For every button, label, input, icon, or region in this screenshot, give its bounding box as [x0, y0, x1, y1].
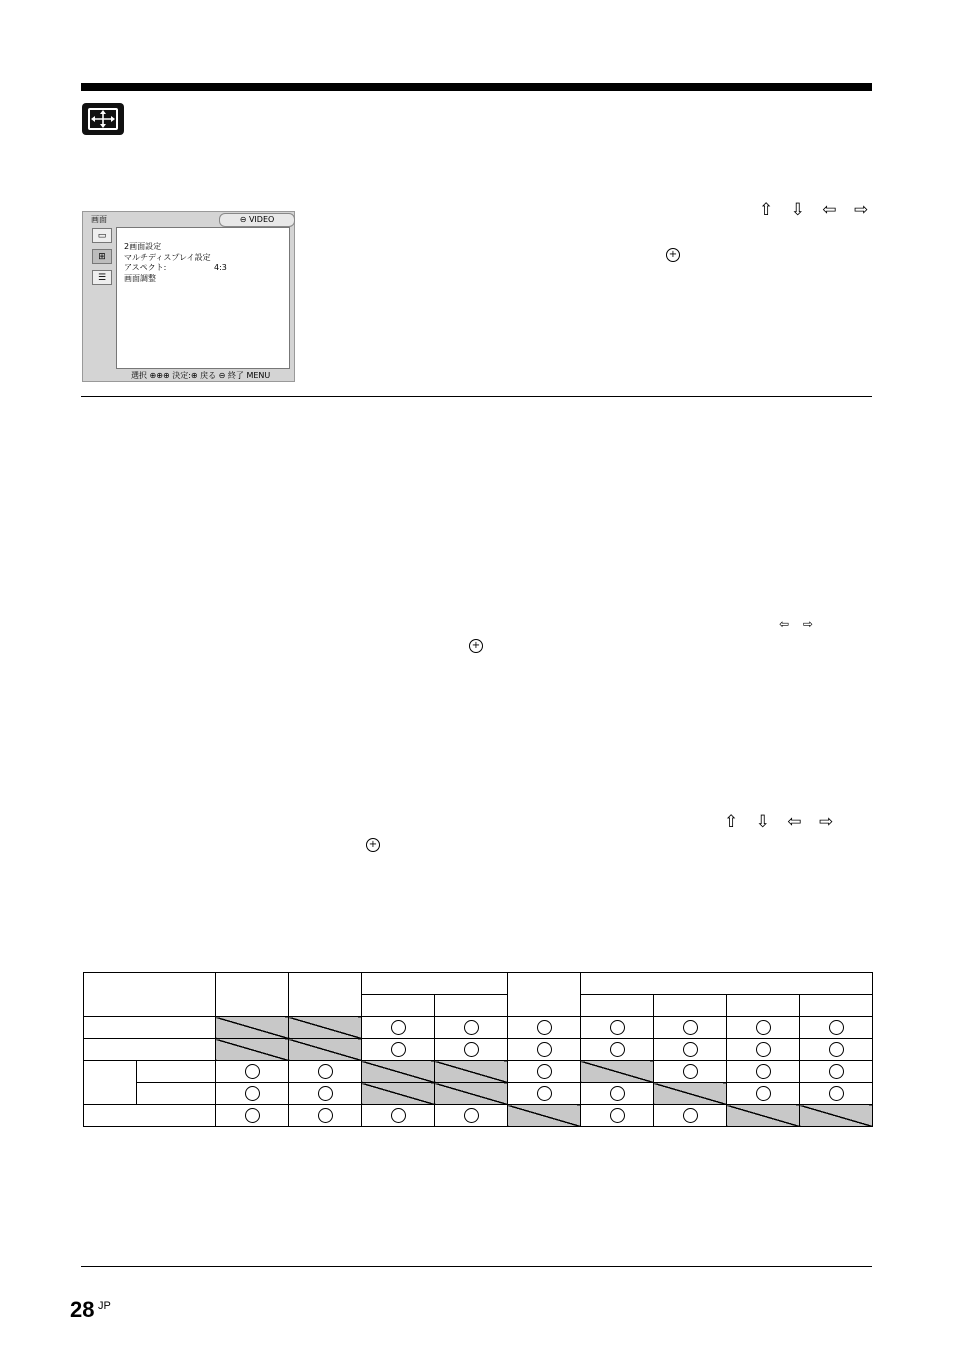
- not-applicable-cell: [581, 1061, 654, 1083]
- supported-cell: [654, 1105, 727, 1127]
- screen-menu-icon: ⊞: [92, 249, 112, 264]
- supported-cell: [727, 1017, 800, 1039]
- circle-mark-icon: [245, 1086, 260, 1101]
- supported-cell: [581, 1017, 654, 1039]
- row-label-cell: [84, 1105, 216, 1127]
- circle-mark-icon: [756, 1086, 771, 1101]
- circle-mark-icon: [537, 1086, 552, 1101]
- supported-cell: [727, 1039, 800, 1061]
- table-row: [84, 1083, 873, 1105]
- left-right-arrow-icon: ⇦ ⇨: [779, 617, 818, 631]
- not-applicable-cell: [216, 1039, 289, 1061]
- osd-sidebar: [89, 228, 115, 291]
- supported-cell: [800, 1061, 873, 1083]
- table-header-cell: [435, 995, 508, 1017]
- supported-cell: [508, 1083, 581, 1105]
- supported-cell: [654, 1017, 727, 1039]
- row-label-cell: [84, 1039, 216, 1061]
- circle-mark-icon: [537, 1064, 552, 1079]
- picture-menu-icon: ▭: [92, 228, 112, 243]
- not-applicable-cell: [362, 1061, 435, 1083]
- circle-mark-icon: [829, 1042, 844, 1057]
- supported-cell: [435, 1039, 508, 1061]
- enter-button-icon: +: [666, 248, 680, 262]
- not-applicable-cell: [435, 1083, 508, 1105]
- table-header-cell: [362, 995, 435, 1017]
- not-applicable-cell: [435, 1061, 508, 1083]
- circle-mark-icon: [245, 1064, 260, 1079]
- not-applicable-cell: [800, 1105, 873, 1127]
- supported-cell: [581, 1083, 654, 1105]
- not-applicable-cell: [289, 1017, 362, 1039]
- table-header-cell: [800, 995, 873, 1017]
- circle-mark-icon: [756, 1020, 771, 1035]
- row-label-cell: [84, 1017, 216, 1039]
- supported-cell: [216, 1105, 289, 1127]
- table-row: [84, 1017, 873, 1039]
- circle-mark-icon: [464, 1042, 479, 1057]
- table-header-cell: [362, 973, 508, 995]
- page-language: JP: [98, 1300, 111, 1312]
- row-label-cell: [137, 1061, 216, 1083]
- circle-mark-icon: [610, 1020, 625, 1035]
- circle-mark-icon: [391, 1108, 406, 1123]
- supported-cell: [654, 1061, 727, 1083]
- supported-cell: [727, 1061, 800, 1083]
- supported-cell: [654, 1039, 727, 1061]
- osd-input-label: VIDEO: [248, 215, 275, 224]
- arrow-keys-icon: ⇧ ⇩ ⇦ ⇨: [759, 200, 875, 220]
- osd-menu-item: マルチディスプレイ設定: [124, 252, 211, 262]
- supported-cell: [289, 1061, 362, 1083]
- supported-cell: [216, 1083, 289, 1105]
- enter-button-icon: +: [366, 838, 380, 852]
- supported-cell: [727, 1083, 800, 1105]
- circle-mark-icon: [245, 1108, 260, 1123]
- supported-cell: [508, 1061, 581, 1083]
- circle-mark-icon: [829, 1020, 844, 1035]
- table-header-cell: [84, 973, 216, 1017]
- circle-mark-icon: [464, 1020, 479, 1035]
- circle-mark-icon: [537, 1020, 552, 1035]
- supported-cell: [800, 1017, 873, 1039]
- footer-divider: [81, 1266, 872, 1267]
- supported-cell: [362, 1039, 435, 1061]
- osd-title: 画面: [91, 215, 107, 224]
- not-applicable-cell: [362, 1083, 435, 1105]
- supported-cell: [435, 1017, 508, 1039]
- header-bar: [81, 83, 872, 91]
- input-icon: ⊖: [239, 215, 247, 224]
- arrow-keys-icon: ⇧ ⇩ ⇦ ⇨: [724, 812, 840, 832]
- supported-cell: [800, 1083, 873, 1105]
- circle-mark-icon: [537, 1042, 552, 1057]
- not-applicable-cell: [727, 1105, 800, 1127]
- not-applicable-cell: [508, 1105, 581, 1127]
- table-header-cell: [581, 973, 873, 995]
- enter-button-icon: +: [469, 639, 483, 653]
- osd-menu-item: 2画面設定: [124, 242, 162, 251]
- circle-mark-icon: [318, 1064, 333, 1079]
- table-header-cell: [581, 995, 654, 1017]
- supported-cell: [581, 1039, 654, 1061]
- circle-mark-icon: [391, 1042, 406, 1057]
- osd-menu-item: 画面調整: [124, 273, 156, 283]
- circle-mark-icon: [610, 1086, 625, 1101]
- circle-mark-icon: [829, 1064, 844, 1079]
- table-row: [84, 1061, 873, 1083]
- supported-cell: [508, 1039, 581, 1061]
- setup-menu-icon: ☰: [92, 270, 112, 285]
- circle-mark-icon: [610, 1042, 625, 1057]
- supported-cell: [289, 1105, 362, 1127]
- supported-cell: [581, 1105, 654, 1127]
- supported-cell: [435, 1105, 508, 1127]
- circle-mark-icon: [756, 1042, 771, 1057]
- table-row: [84, 1039, 873, 1061]
- table-header-cell: [727, 995, 800, 1017]
- osd-panel: [116, 227, 290, 369]
- supported-cell: [362, 1017, 435, 1039]
- not-applicable-cell: [216, 1017, 289, 1039]
- osd-screenshot: [82, 211, 295, 382]
- circle-mark-icon: [391, 1020, 406, 1035]
- circle-mark-icon: [683, 1042, 698, 1057]
- osd-footer: 選択 ⊕⊕⊕ 決定:⊕ 戻る ⊖ 終了 MENU: [131, 371, 271, 380]
- table-header-cell: [289, 973, 362, 1017]
- circle-mark-icon: [683, 1064, 698, 1079]
- screen-position-icon: [82, 103, 124, 135]
- circle-mark-icon: [318, 1108, 333, 1123]
- supported-cell: [508, 1017, 581, 1039]
- supported-cell: [362, 1105, 435, 1127]
- compatibility-table: [83, 972, 873, 1127]
- circle-mark-icon: [683, 1020, 698, 1035]
- row-label-cell: [137, 1083, 216, 1105]
- table-header-cell: [216, 973, 289, 1017]
- not-applicable-cell: [289, 1039, 362, 1061]
- supported-cell: [289, 1083, 362, 1105]
- osd-menu: [124, 242, 227, 284]
- not-applicable-cell: [654, 1083, 727, 1105]
- circle-mark-icon: [829, 1086, 844, 1101]
- circle-mark-icon: [318, 1086, 333, 1101]
- circle-mark-icon: [464, 1108, 479, 1123]
- page-number: 28: [70, 1297, 95, 1322]
- table-row: [84, 1105, 873, 1127]
- supported-cell: [800, 1039, 873, 1061]
- osd-input-indicator: [219, 213, 295, 227]
- row-group-label-cell: [84, 1061, 137, 1105]
- osd-menu-item: アスペクト: 4:3: [124, 263, 227, 272]
- supported-cell: [216, 1061, 289, 1083]
- circle-mark-icon: [610, 1108, 625, 1123]
- table-header-cell: [508, 973, 581, 1017]
- divider: [81, 396, 872, 397]
- circle-mark-icon: [683, 1108, 698, 1123]
- circle-mark-icon: [756, 1064, 771, 1079]
- table-header-cell: [654, 995, 727, 1017]
